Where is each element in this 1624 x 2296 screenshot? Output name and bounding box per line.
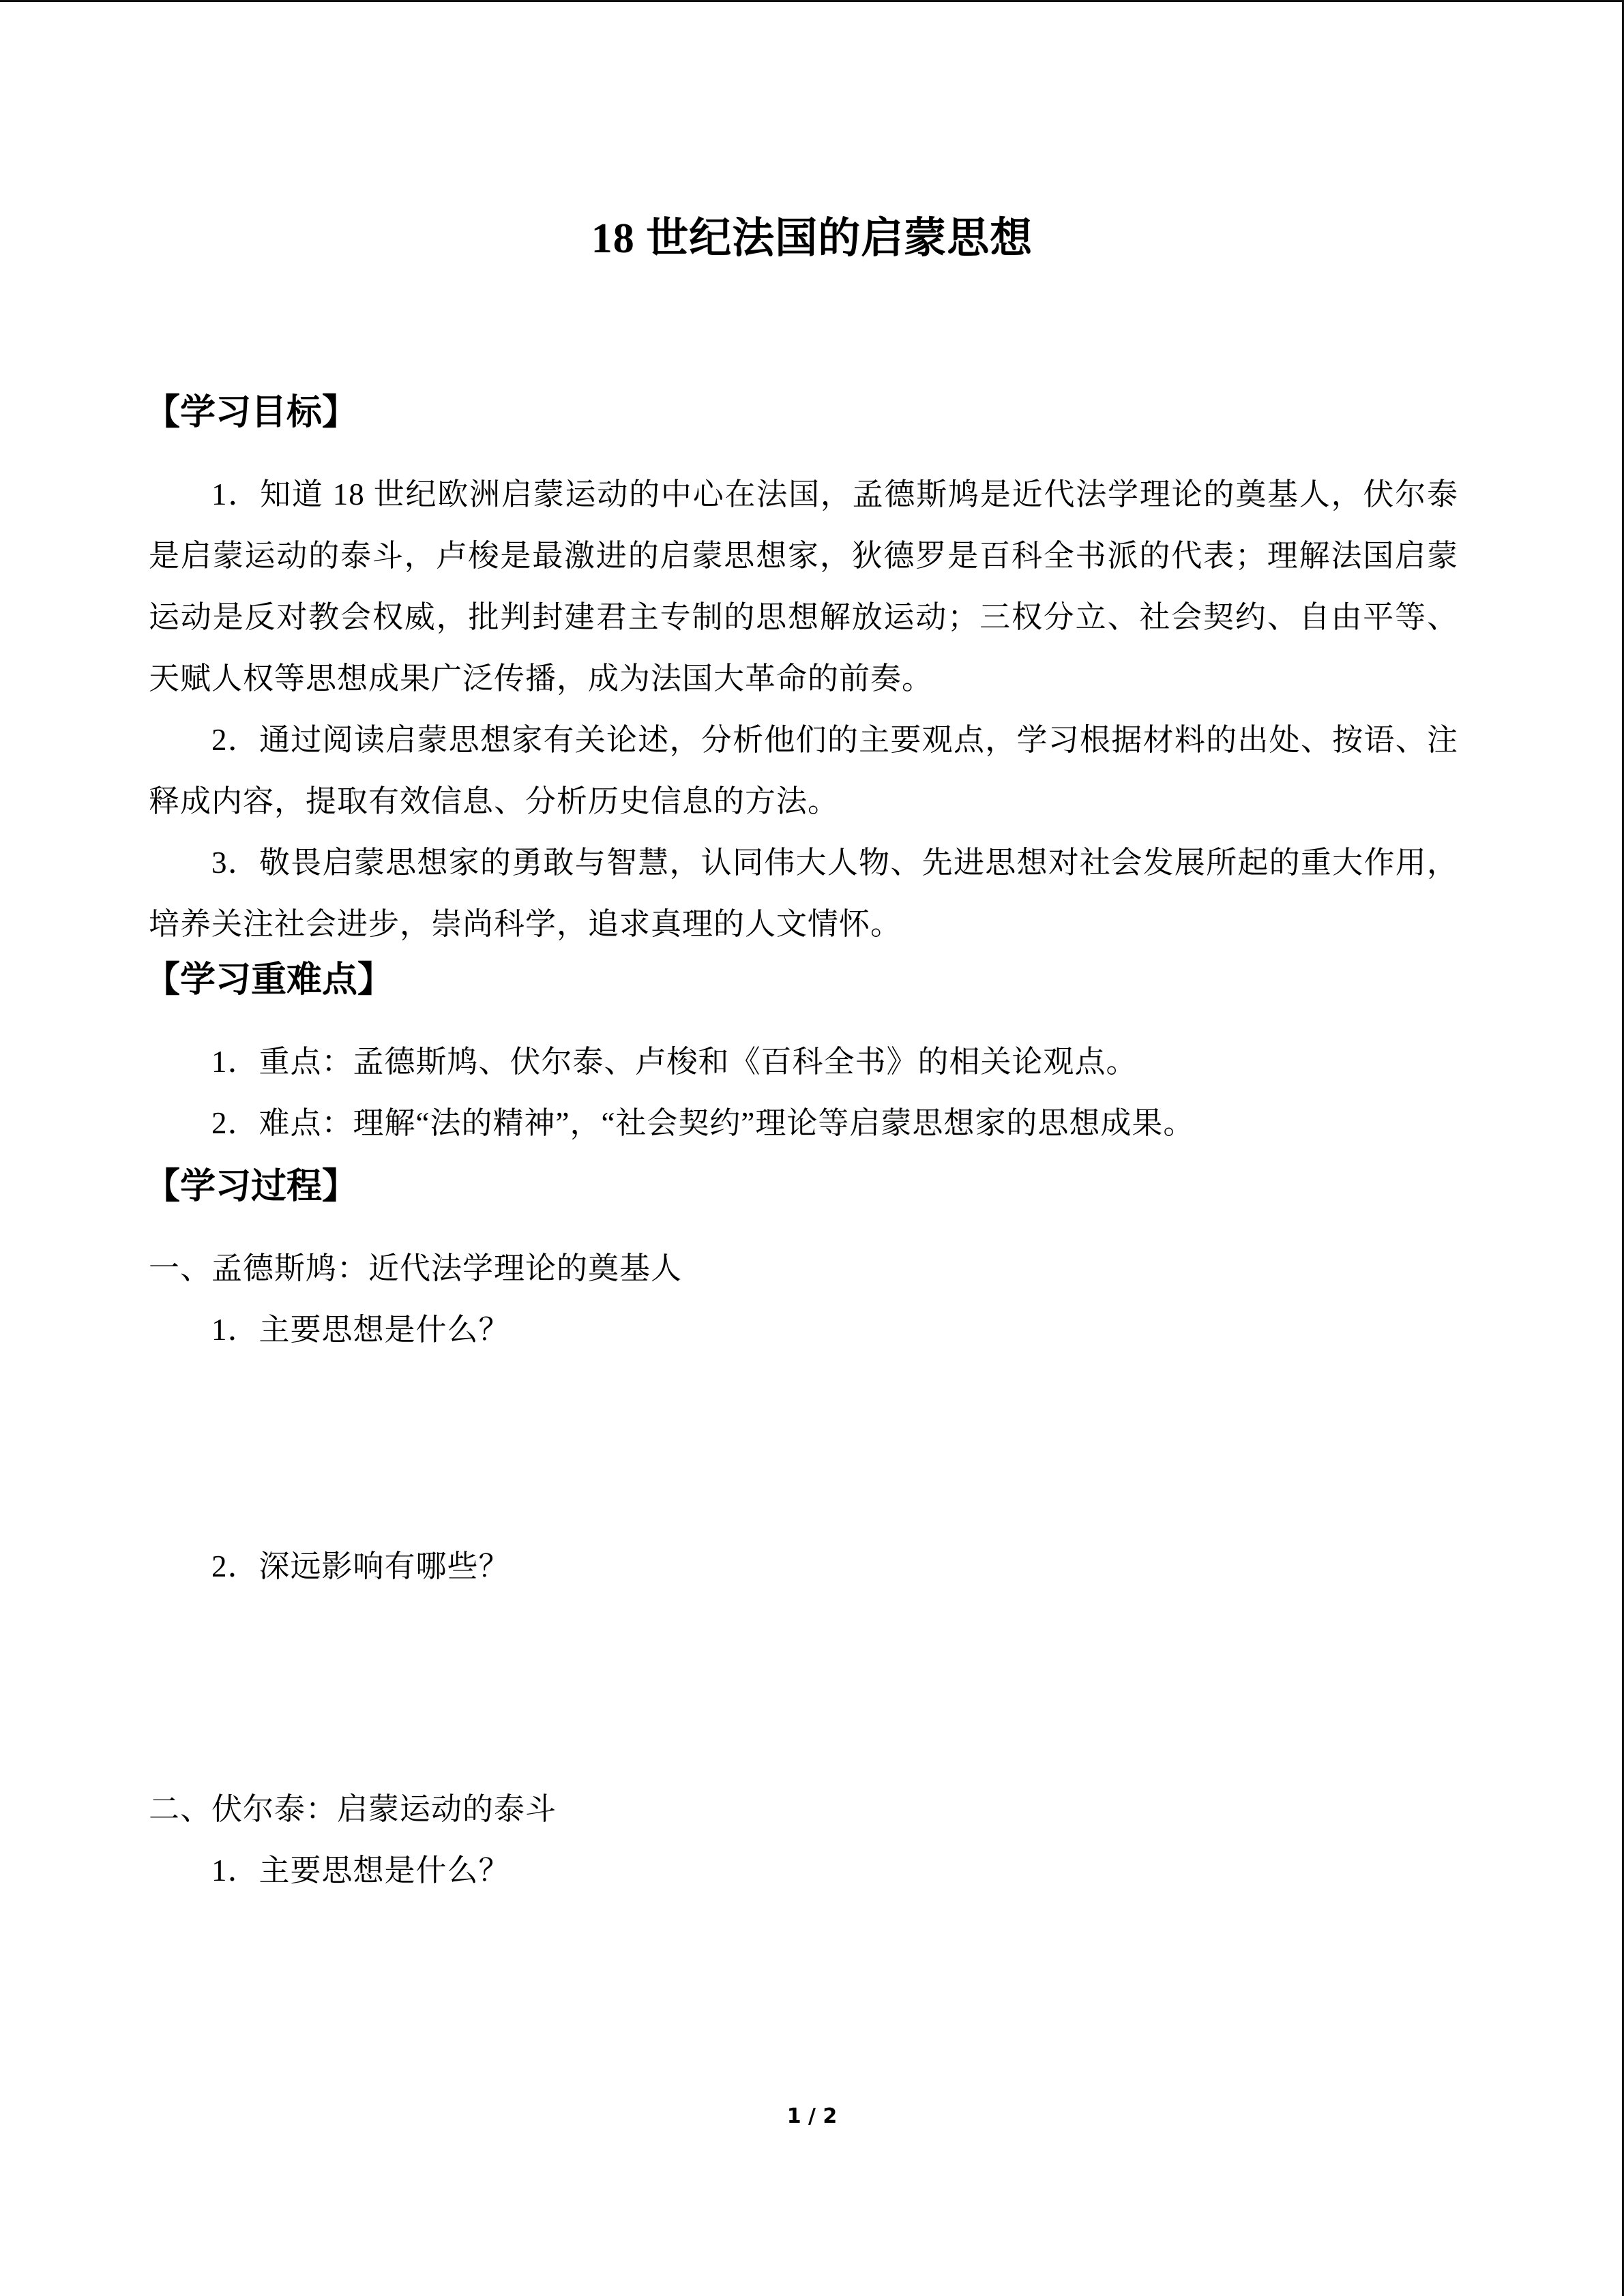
process-part-2-question-1: 1．主要思想是什么？ bbox=[211, 1853, 510, 1888]
process-part-2-title: 二、伏尔泰：启蒙运动的泰斗 bbox=[149, 1792, 557, 1826]
process-heading: 【学习过程】 bbox=[145, 1166, 358, 1207]
process-part-1-title: 一、孟德斯鸠：近代法学理论的奠基人 bbox=[149, 1251, 683, 1285]
page-number: 1 / 2 bbox=[786, 2104, 838, 2128]
process-part-1-question-2: 2．深远影响有哪些？ bbox=[211, 1549, 510, 1583]
objective-item-1: 1．知道 18 世纪欧洲启蒙运动的中心在法国，孟德斯鸠是近代法学理论的奠基人，伏尔泰是启蒙运动的泰斗，卢梭是最激进的启蒙思想家，狄德罗是百科全书派的代表；理解法国启蒙运动是反对教会权威，批判封建君主专制的思想解放运动；三权分立、社会契约、自由平等、天赋人权等思想成果广泛传播，成为法国大革命的前奏。 bbox=[149, 477, 1458, 696]
objective-item-3: 3．敬畏启蒙思想家的勇敢与智慧，认同伟大人物、先进思想对社会发展所起的重大作用，培养关注社会进步，崇尚科学，追求真理的人文情怀。 bbox=[149, 846, 1458, 941]
process-part-1-question-1: 1．主要思想是什么？ bbox=[211, 1313, 510, 1347]
key-point-item-1: 1．重点：孟德斯鸠、伏尔泰、卢梭和《百科全书》的相关论观点。 bbox=[211, 1045, 1138, 1079]
document-title: 18 世纪法国的启蒙思想 bbox=[591, 215, 1033, 262]
key-point-item-2: 2．难点：理解“法的精神”，“社会契约”理论等启蒙思想家的思想成果。 bbox=[211, 1106, 1195, 1140]
objective-item-2: 2．通过阅读启蒙思想家有关论述，分析他们的主要观点，学习根据材料的出处、按语、注释成内容，提取有效信息、分析历史信息的方法。 bbox=[149, 723, 1458, 818]
key-points-heading: 【学习重难点】 bbox=[145, 959, 394, 1000]
objectives-heading: 【学习目标】 bbox=[145, 392, 358, 433]
